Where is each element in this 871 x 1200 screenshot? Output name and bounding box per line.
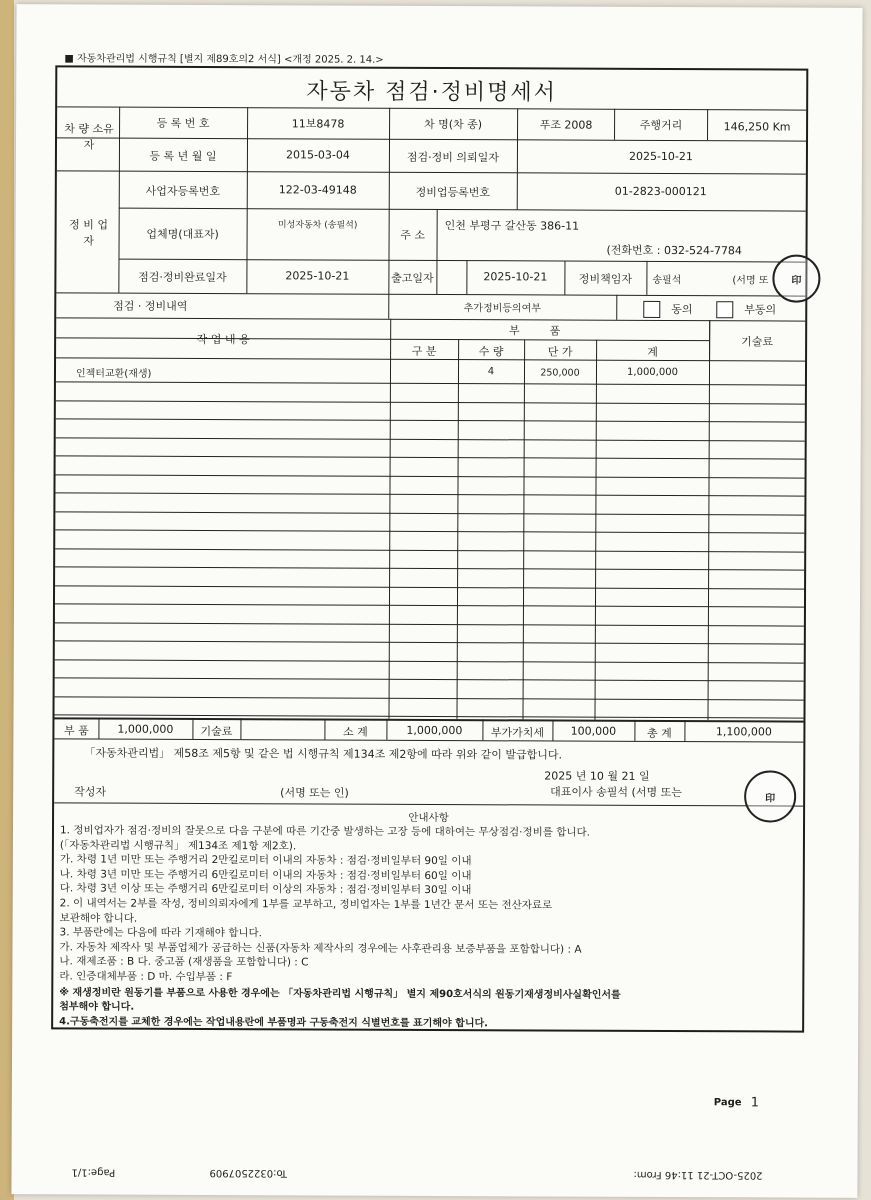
manager-value: 송필석 (652, 274, 682, 287)
disagree-label: 부동의 (744, 303, 777, 317)
agree-checkbox[interactable] (643, 301, 660, 318)
table-row-line (56, 455, 805, 459)
release-date-value: 2025-10-21 (483, 270, 548, 284)
note-line: 가. 차령 1년 미만 또는 주행거리 2만킬로미터 이내의 자동차 : 점검·정비일부터 90일 이내 (59, 853, 472, 868)
reg-date-label: 등 록 년 월 일 (149, 149, 217, 164)
note-line: (「자동차관리법 시행규칙」 제134조 제1항 제2호). (59, 838, 297, 852)
form-frame (51, 65, 808, 1032)
table-row-line (55, 659, 804, 663)
subtotal-value: 1,000,000 (406, 723, 463, 738)
request-date-value: 2025-10-21 (628, 149, 693, 164)
manager-sign-note: (서명 또 (732, 275, 769, 287)
fax-footer-mid: To:0322507909 (209, 1167, 288, 1179)
fax-footer-right: 2025-OCT-21 11:46 From: (633, 1168, 763, 1181)
table-row-line (55, 640, 804, 644)
parts-col-header: 부품 (509, 324, 591, 338)
table-row-line (56, 400, 805, 404)
parts-total-value: 1,000,000 (117, 722, 174, 736)
table-row-line (55, 603, 804, 607)
labor-total-label: 기술료 (200, 724, 233, 739)
company-seal-bottom: 印 (744, 770, 796, 822)
legal-statement: 「자동차관리법」 제58조 제5항 및 같은 법 시행규칙 제134조 제2항에 따라 위와 같이 발급합니다. (84, 746, 563, 762)
table-row-line (55, 492, 804, 496)
phone-value: (전화번호 : 032-524-7784 (606, 243, 742, 258)
agree-label: 동의 (671, 303, 693, 317)
note-line: 2. 이 내역서는 2부를 작성, 정비의뢰자에게 1부를 교부하고, 정비업자는 1부를 1년간 문서 또는 전산자료로 (59, 897, 553, 912)
address-label: 주 소 (400, 228, 425, 242)
page-number: 1 (750, 1095, 760, 1111)
ceo-line: 대표이사 송필석 (서명 또는 (550, 785, 682, 800)
form-title: 자동차 점검·정비명세서 (306, 79, 558, 106)
table-row-line (55, 696, 804, 700)
row-1-work: 인젝터교환(재생) (75, 368, 152, 380)
table-row-line (56, 437, 805, 441)
manager-label: 정비책임자 (578, 272, 632, 286)
reg-date-value: 2015-03-04 (285, 148, 350, 162)
note-line: 3. 부품란에는 다음에 따라 기재해야 합니다. (59, 926, 263, 940)
reg-no-label: 등 록 번 호 (156, 116, 210, 131)
release-date-label: 출고일자 (391, 271, 434, 285)
company-label: 업체명(대표자) (146, 227, 219, 242)
table-row-line (56, 418, 805, 422)
disagree-checkbox[interactable] (716, 301, 733, 318)
reg-no-value: 11보8478 (291, 117, 345, 131)
paper-sheet (11, 4, 862, 1198)
vat-value: 100,000 (570, 724, 617, 738)
issue-date: 2025 년 10 월 21 일 (544, 769, 650, 783)
request-date-label: 점검·정비 의뢰일자 (406, 150, 499, 165)
biz-no-value: 122-03-49148 (278, 183, 357, 197)
notes-title: 안내사항 (408, 811, 449, 825)
subtotal-label: 소 계 (343, 725, 368, 739)
mileage-value: 146,250 Km (723, 120, 791, 134)
note-line: 다. 차령 3년 이상 또는 주행거리 6만킬로미터 이상의 자동차 : 점검·정비일부터 30일 이내 (59, 882, 472, 897)
writer-label: 작성자 (74, 785, 107, 799)
table-row-line (55, 585, 804, 589)
table-row-line (56, 474, 805, 478)
note-line: 4.구동축전지를 교체한 경우에는 작업내용란에 부품명과 구동축전지 식별번호를 표기해야 합니다. (59, 1016, 488, 1030)
table-row-line (55, 622, 804, 626)
note-line: ※ 재생정비란 원동기를 부품으로 사용한 경우에는 「자동차관리법 시행규칙」 별지 제90호서식의 원동기재생정비사실확인서를 (59, 986, 621, 1001)
col-type: 구 분 (411, 344, 437, 358)
table-row-line (55, 677, 804, 681)
note-line: 라. 인증대체부품 : D 마. 수입부품 : F (59, 970, 233, 984)
address-value: 인천 부평구 갈산동 386-11 (444, 219, 580, 233)
complete-date-label: 점검·정비완료일자 (138, 270, 227, 285)
fax-footer-left: Page:1/1 (71, 1166, 116, 1178)
vat-label: 부가가치세 (490, 726, 545, 740)
col-total: 계 (647, 345, 658, 359)
form-header-line: ■ 자동차관리법 시행규칙 [별지 제89호의2 서식] <개정 2025. 2. 14.> (64, 53, 384, 66)
table-row-line (56, 381, 805, 385)
work-col-header: 작 업 내 용 (196, 332, 250, 347)
shop-reg-value: 01-2823-000121 (614, 184, 707, 199)
col-unit-price: 단 가 (547, 345, 573, 359)
repairer-section-label: 정 비 업 자 (69, 218, 109, 248)
mileage-label: 주행거리 (639, 118, 683, 133)
model-label: 차 명(차 종) (424, 117, 483, 132)
company-value: 미성자동차 (송필석) (277, 220, 358, 231)
row-1-unit: 250,000 (540, 367, 580, 379)
company-seal-top: 印 (772, 254, 820, 302)
work-rows (57, 67, 806, 70)
note-line: 나. 차령 3년 미만 또는 주행거리 6만킬로미터 이내의 자동차 : 점검·정비일부터 60일 이내 (59, 868, 472, 882)
biz-no-label: 사업자등록번호 (145, 184, 221, 199)
table-row-line (55, 529, 804, 533)
parts-total-label: 부 품 (64, 724, 89, 738)
note-line: 나. 재제조품 : B 다. 중고품 (재생품을 포함합니다) : C (59, 955, 309, 969)
table-row-line (55, 511, 804, 515)
grand-total-label: 총 계 (647, 726, 672, 741)
owner-section-label: 차 량 소유자 (64, 122, 114, 152)
row-1-total: 1,000,000 (627, 366, 678, 379)
note-line: 보관해야 합니다. (59, 911, 138, 925)
detail-label: 점검 · 정비내역 (113, 299, 188, 313)
col-labor: 기술료 (741, 335, 774, 349)
row-1-qty: 4 (487, 366, 495, 378)
note-line: 1. 정비업자가 점검·정비의 잘못으로 다음 구분에 따른 기간중 발생하는 고장 등에 대하여는 무상점검·정비를 합니다. (59, 824, 591, 839)
complete-date-value: 2025-10-21 (285, 269, 350, 283)
model-value: 푸조 2008 (539, 118, 593, 132)
table-row-line (55, 566, 804, 570)
shop-reg-label: 정비업등록번호 (415, 185, 490, 200)
writer-sign-note: (서명 또는 인) (280, 786, 349, 800)
col-qty: 수 량 (478, 345, 504, 359)
note-line: 첨부해야 합니다. (59, 1001, 135, 1013)
grand-total-value: 1,100,000 (715, 725, 772, 739)
note-line: 가. 자동차 제작사 및 부품업체가 공급하는 신품(자동차 제작사의 경우에는 사후관리용 보증부품을 포함합니다) : A (59, 941, 582, 956)
consent-question: 추가정비등의여부 (463, 303, 541, 315)
page-label: Page (713, 1097, 742, 1109)
table-row-line (55, 548, 804, 552)
